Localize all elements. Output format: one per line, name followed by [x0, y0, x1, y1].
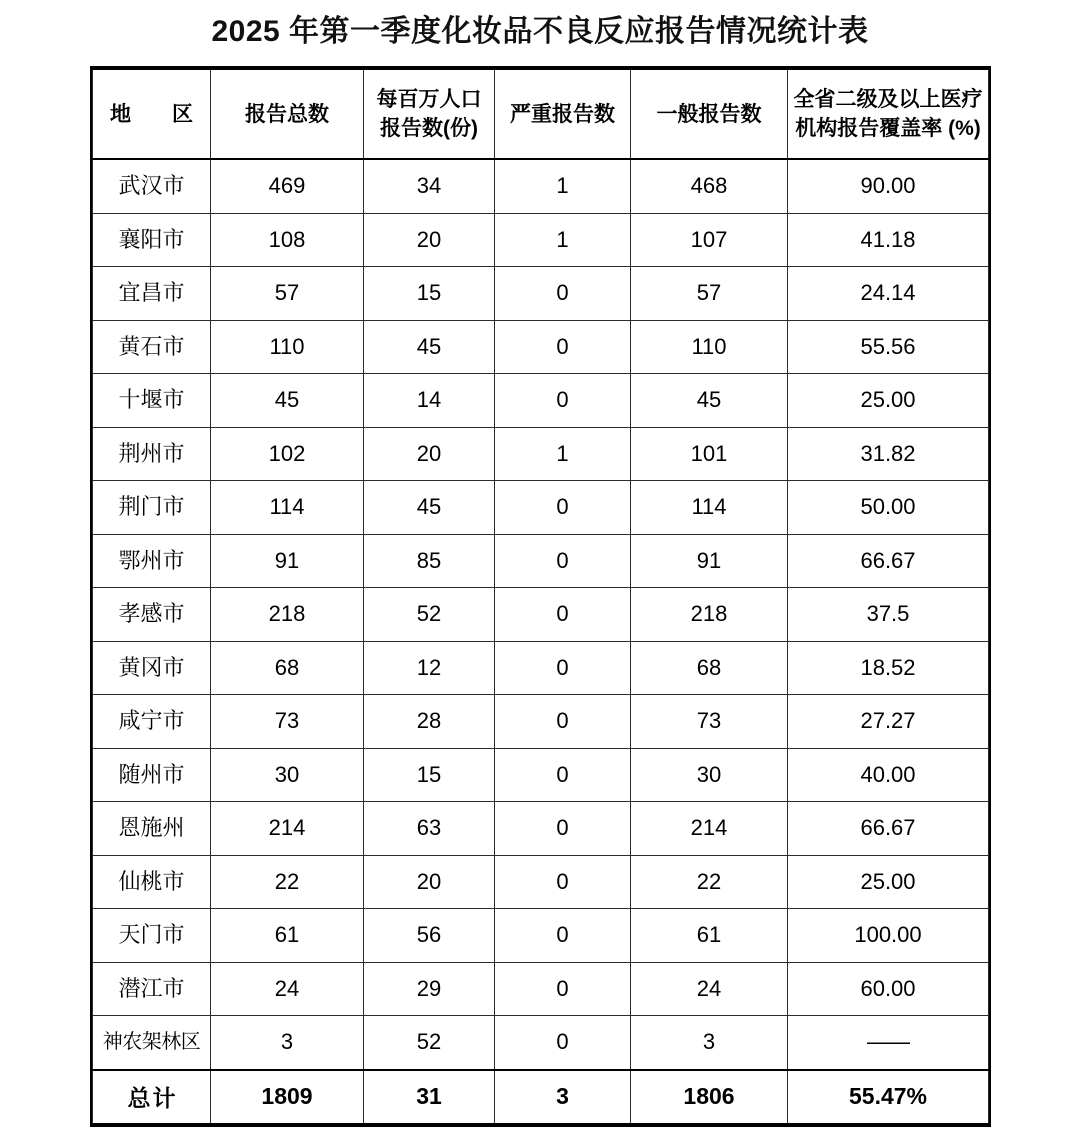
table-row: [93, 1016, 989, 1070]
cell-total-reports: 73: [211, 695, 364, 749]
total-cell-serious-reports: 3: [495, 1070, 631, 1124]
column-header-region-line-1: 地 区: [110, 102, 203, 126]
table-row: [93, 909, 989, 963]
cell-total-reports: 22: [211, 855, 364, 909]
cell-total-reports: 68: [211, 641, 364, 695]
cell-reports-per-million: 20: [364, 855, 495, 909]
statistics-table: [92, 68, 989, 1125]
cell-serious-reports: 1: [495, 213, 631, 267]
cell-serious-reports: 0: [495, 481, 631, 535]
cell-reports-per-million: 45: [364, 320, 495, 374]
cell-region: 潜江市: [93, 962, 211, 1016]
cell-reports-per-million: 52: [364, 588, 495, 642]
cell-total-reports: 469: [211, 159, 364, 213]
cell-region: 黄石市: [93, 320, 211, 374]
total-cell-total-reports: 1809: [211, 1070, 364, 1124]
cell-region: 武汉市: [93, 159, 211, 213]
cell-total-reports: 57: [211, 267, 364, 321]
cell-total-reports: 45: [211, 374, 364, 428]
column-header-serious: [495, 69, 631, 159]
cell-coverage-rate: 50.00: [788, 481, 989, 535]
cell-general-reports: 101: [631, 427, 788, 481]
cell-general-reports: 61: [631, 909, 788, 963]
cell-region: 宜昌市: [93, 267, 211, 321]
cell-coverage-rate: 25.00: [788, 374, 989, 428]
cell-reports-per-million: 63: [364, 802, 495, 856]
cell-reports-per-million: 45: [364, 481, 495, 535]
cell-general-reports: 107: [631, 213, 788, 267]
cell-region: 恩施州: [93, 802, 211, 856]
cell-total-reports: 91: [211, 534, 364, 588]
cell-region: 鄂州市: [93, 534, 211, 588]
table-row: [93, 802, 989, 856]
table-row: [93, 748, 989, 802]
cell-serious-reports: 0: [495, 695, 631, 749]
cell-reports-per-million: 14: [364, 374, 495, 428]
table-row: [93, 159, 989, 213]
cell-serious-reports: 0: [495, 534, 631, 588]
cell-region: 天门市: [93, 909, 211, 963]
column-header-per-million-line-1: 每百万人口: [376, 88, 482, 111]
table-body: [93, 159, 989, 1124]
table-row: [93, 267, 989, 321]
cell-coverage-rate: 31.82: [788, 427, 989, 481]
cell-total-reports: 214: [211, 802, 364, 856]
cell-general-reports: 214: [631, 802, 788, 856]
table-row: [93, 962, 989, 1016]
column-header-general-line-1: 一般报告数: [656, 102, 762, 126]
table-total-row: [93, 1070, 989, 1124]
cell-serious-reports: 0: [495, 909, 631, 963]
cell-coverage-rate: 41.18: [788, 213, 989, 267]
column-header-total-line-1: 报告总数: [245, 102, 329, 126]
cell-reports-per-million: 12: [364, 641, 495, 695]
cell-coverage-rate: 27.27: [788, 695, 989, 749]
cell-general-reports: 114: [631, 481, 788, 535]
cell-reports-per-million: 15: [364, 267, 495, 321]
cell-general-reports: 3: [631, 1016, 788, 1070]
cell-total-reports: 3: [211, 1016, 364, 1070]
cell-total-reports: 61: [211, 909, 364, 963]
column-header-region: [93, 69, 211, 159]
table-row: [93, 213, 989, 267]
table-row: [93, 588, 989, 642]
cell-reports-per-million: 28: [364, 695, 495, 749]
cell-region: 咸宁市: [93, 695, 211, 749]
cell-general-reports: 110: [631, 320, 788, 374]
cell-coverage-rate: 66.67: [788, 802, 989, 856]
cell-general-reports: 468: [631, 159, 788, 213]
statistics-table-container: [92, 68, 988, 1125]
cell-serious-reports: 0: [495, 588, 631, 642]
cell-reports-per-million: 34: [364, 159, 495, 213]
cell-reports-per-million: 20: [364, 213, 495, 267]
column-header-per-million: [364, 69, 495, 159]
cell-general-reports: 24: [631, 962, 788, 1016]
table-header: [93, 69, 989, 159]
cell-region: 荆州市: [93, 427, 211, 481]
table-row: [93, 320, 989, 374]
column-header-serious-line-1: 严重报告数: [510, 102, 615, 126]
cell-coverage-rate: 37.5: [788, 588, 989, 642]
cell-coverage-rate: 66.67: [788, 534, 989, 588]
cell-reports-per-million: 20: [364, 427, 495, 481]
cell-general-reports: 68: [631, 641, 788, 695]
column-header-per-million-line-2: 报告数(份): [380, 117, 478, 140]
cell-total-reports: 24: [211, 962, 364, 1016]
column-header-coverage: [788, 69, 989, 159]
cell-coverage-rate: 55.56: [788, 320, 989, 374]
cell-serious-reports: 0: [495, 855, 631, 909]
cell-reports-per-million: 52: [364, 1016, 495, 1070]
table-row: [93, 855, 989, 909]
column-header-total: [211, 69, 364, 159]
cell-total-reports: 108: [211, 213, 364, 267]
total-cell-region: 总计: [93, 1070, 211, 1124]
cell-serious-reports: 0: [495, 962, 631, 1016]
cell-general-reports: 30: [631, 748, 788, 802]
table-row: [93, 374, 989, 428]
cell-general-reports: 218: [631, 588, 788, 642]
column-header-general: [631, 69, 788, 159]
column-header-coverage-line-1: 全省二级及以上医疗: [793, 88, 983, 111]
cell-coverage-rate: 24.14: [788, 267, 989, 321]
cell-serious-reports: 1: [495, 159, 631, 213]
cell-reports-per-million: 85: [364, 534, 495, 588]
cell-serious-reports: 0: [495, 641, 631, 695]
cell-serious-reports: 0: [495, 802, 631, 856]
cell-reports-per-million: 56: [364, 909, 495, 963]
cell-total-reports: 102: [211, 427, 364, 481]
cell-coverage-rate: [788, 1016, 989, 1070]
cell-region: 仙桃市: [93, 855, 211, 909]
cell-serious-reports: 0: [495, 320, 631, 374]
cell-total-reports: 110: [211, 320, 364, 374]
cell-coverage-rate: 100.00: [788, 909, 989, 963]
table-row: [93, 695, 989, 749]
cell-total-reports: 114: [211, 481, 364, 535]
table-row: [93, 534, 989, 588]
cell-region: 荆门市: [93, 481, 211, 535]
cell-serious-reports: 0: [495, 1016, 631, 1070]
page-title: 2025 年第一季度化妆品不良反应报告情况统计表: [211, 15, 869, 48]
cell-serious-reports: 0: [495, 374, 631, 428]
cell-reports-per-million: 15: [364, 748, 495, 802]
cell-total-reports: 30: [211, 748, 364, 802]
table-row: [93, 427, 989, 481]
cell-reports-per-million: 29: [364, 962, 495, 1016]
cell-general-reports: 22: [631, 855, 788, 909]
cell-total-reports: 218: [211, 588, 364, 642]
cell-region: 襄阳市: [93, 213, 211, 267]
table-row: [93, 481, 989, 535]
column-header-coverage-line-2: 机构报告覆盖率 (%): [795, 117, 981, 140]
cell-general-reports: 91: [631, 534, 788, 588]
cell-region: 孝感市: [93, 588, 211, 642]
total-cell-general-reports: 1806: [631, 1070, 788, 1124]
cell-coverage-rate: 60.00: [788, 962, 989, 1016]
cell-general-reports: 45: [631, 374, 788, 428]
cell-region: 十堰市: [93, 374, 211, 428]
cell-serious-reports: 0: [495, 267, 631, 321]
cell-coverage-rate: 40.00: [788, 748, 989, 802]
cell-serious-reports: 1: [495, 427, 631, 481]
cell-region: 随州市: [93, 748, 211, 802]
table-header-row: [93, 69, 989, 159]
cell-coverage-rate: 90.00: [788, 159, 989, 213]
cell-region: 黄冈市: [93, 641, 211, 695]
cell-region: 神农架林区: [93, 1016, 211, 1070]
cell-serious-reports: 0: [495, 748, 631, 802]
cell-coverage-rate: 18.52: [788, 641, 989, 695]
cell-general-reports: 73: [631, 695, 788, 749]
total-cell-coverage-rate: 55.47%: [788, 1070, 989, 1124]
table-row: [93, 641, 989, 695]
cell-general-reports: 57: [631, 267, 788, 321]
no-data-dash: ——: [867, 1029, 909, 1055]
total-cell-reports-per-million: 31: [364, 1070, 495, 1124]
cell-coverage-rate: 25.00: [788, 855, 989, 909]
